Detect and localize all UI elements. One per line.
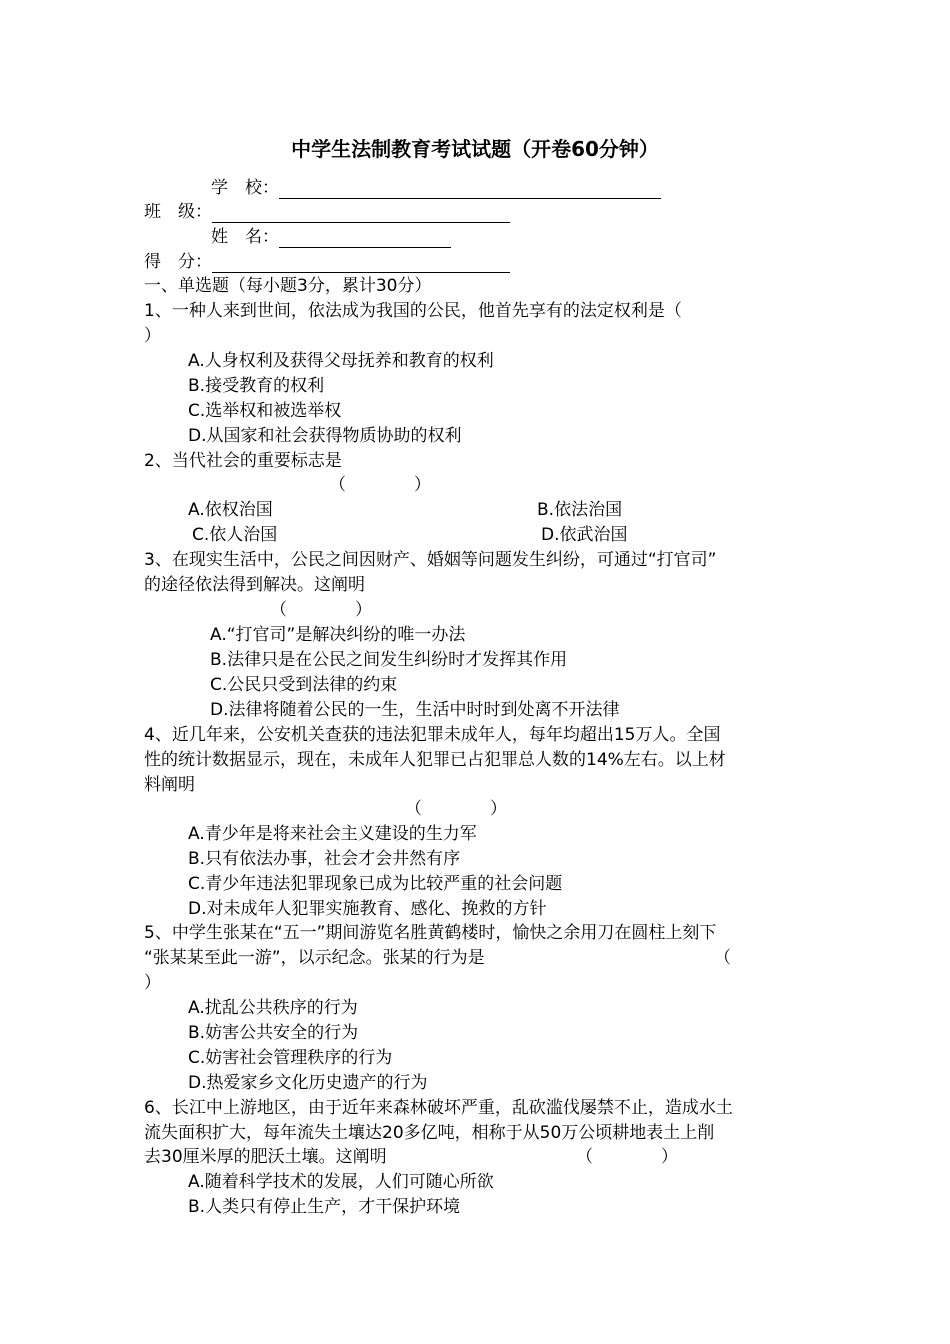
- q3-option-d[interactable]: D.法律将随着公民的一生，生活中时时到处离不开法律: [210, 700, 620, 720]
- name-field: [211, 226, 451, 248]
- question-4-text-2: 性的统计数据显示，现在，未成年人犯罪已占犯罪总人数的14%左右。以上材: [144, 750, 726, 770]
- question-5-text-1: 5、中学生张某在“五一”期间游览名胜黄鹤楼时，愉快之余用刀在圆柱上刻下: [144, 923, 717, 943]
- question-4-text-1: 4、近几年来，公安机关查获的违法犯罪未成年人，每年均超出15万人。全国: [144, 725, 721, 745]
- q4-option-a[interactable]: A.青少年是将来社会主义建设的生力军: [188, 824, 477, 844]
- q4-option-b[interactable]: B.只有依法办事，社会才会井然有序: [188, 849, 461, 869]
- q1-option-b[interactable]: B.接受教育的权利: [188, 376, 325, 396]
- q2-option-d[interactable]: D.依武治国: [541, 525, 628, 545]
- question-3-text-2: 的途径依法得到解决。这阐明: [144, 575, 365, 595]
- q6-option-b[interactable]: B.人类只有停止生产，才干保护环境: [188, 1197, 461, 1217]
- q4-option-d[interactable]: D.对未成年人犯罪实施教育、感化、挽救的方针: [188, 899, 547, 919]
- question-6-text-1: 6、长江中上游地区，由于近年来森林破坏严重，乱砍滥伐屡禁不止，造成水土: [144, 1098, 733, 1118]
- question-5-text-2: “张某某至此一游”，以示纪念。张某的行为是: [144, 948, 485, 968]
- question-6-text-2: 流失面积扩大，每年流失土壤达20多亿吨，相称于从50万公顷耕地表土上削: [144, 1123, 715, 1143]
- score-blank[interactable]: [212, 254, 510, 273]
- q2-option-b[interactable]: B.依法治国: [537, 500, 623, 520]
- q5-option-a[interactable]: A.扰乱公共秩序的行为: [188, 998, 358, 1018]
- question-3-text-1: 3、在现实生活中，公民之间因财产、婚姻等问题发生纠纷，可通过“打官司”: [144, 550, 717, 570]
- class-label: 班 级：: [144, 202, 212, 222]
- score-field: [144, 251, 510, 273]
- q2-option-c[interactable]: C.依人治国: [192, 525, 278, 545]
- question-1-paren: ）: [144, 326, 161, 346]
- q4-option-c[interactable]: C.青少年违法犯罪现象已成为比较严重的社会问题: [188, 874, 563, 894]
- name-blank[interactable]: [279, 229, 451, 248]
- question-5-paren-close: ）: [144, 973, 161, 993]
- q3-option-a[interactable]: A.“打官司”是解决纠纷的唯一办法: [210, 625, 466, 645]
- question-6-paren: （ ）: [576, 1147, 678, 1167]
- q5-option-d[interactable]: D.热爱家乡文化历史遗产的行为: [188, 1073, 428, 1093]
- q6-option-a[interactable]: A.随着科学技术的发展，人们可随心所欲: [188, 1172, 494, 1192]
- q1-option-c[interactable]: C.选举权和被选举权: [188, 401, 342, 421]
- q5-option-c[interactable]: C.妨害社会管理秩序的行为: [188, 1048, 393, 1068]
- q5-option-b[interactable]: B.妨害公共安全的行为: [188, 1023, 359, 1043]
- school-label: 学 校：: [211, 178, 279, 198]
- question-4-paren: （ ）: [405, 799, 507, 819]
- question-3-paren: （ ）: [270, 600, 372, 620]
- score-label: 得 分：: [144, 252, 212, 272]
- school-blank[interactable]: [279, 180, 661, 199]
- q1-option-d[interactable]: D.从国家和社会获得物质协助的权利: [188, 426, 462, 446]
- class-blank[interactable]: [212, 204, 510, 223]
- q3-option-c[interactable]: C.公民只受到法律的约束: [210, 675, 398, 695]
- q2-option-a[interactable]: A.依权治国: [188, 500, 273, 520]
- question-5-paren-open: （: [714, 948, 731, 968]
- class-field: [144, 201, 510, 223]
- school-field: [211, 177, 661, 199]
- q3-option-b[interactable]: B.法律只是在公民之间发生纠纷时才发挥其作用: [210, 650, 568, 670]
- name-label: 姓 名：: [211, 227, 279, 247]
- question-1-text: 1、一种人来到世间，依法成为我国的公民，他首先享有的法定权利是（: [144, 301, 682, 321]
- question-4-text-3: 料阐明: [144, 775, 195, 795]
- exam-title: 中学生法制教育考试试题（开卷60分钟）: [291, 137, 659, 161]
- q1-option-a[interactable]: A.人身权利及获得父母抚养和教育的权利: [188, 351, 494, 371]
- question-2-text: 2、当代社会的重要标志是: [144, 451, 342, 471]
- question-2-paren: （ ）: [329, 475, 431, 495]
- question-6-text-3: 去30厘米厚的肥沃土壤。这阐明: [144, 1147, 387, 1167]
- section-heading: 一、单选题（每小题3分，累计30分）: [144, 276, 432, 296]
